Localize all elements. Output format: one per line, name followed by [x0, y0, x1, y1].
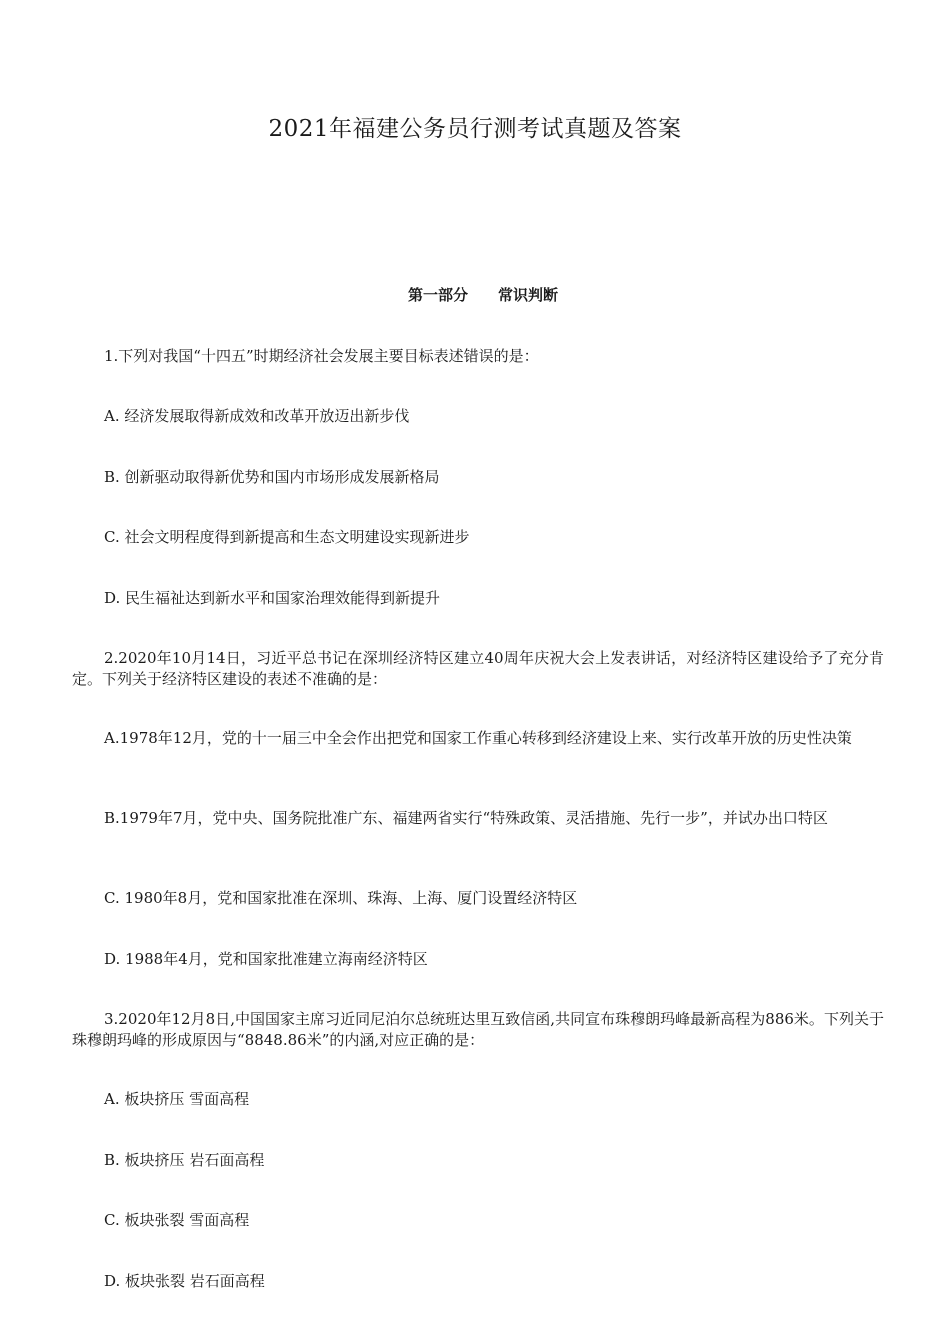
question-1-option-d: D. 民生福祉达到新水平和国家治理效能得到新提升 [104, 589, 441, 607]
question-2-stem: 2.2020年10月14日，习近平总书记在深圳经济特区建立40周年庆祝大会上发表讲话，对经济特区建设给予了充分肯定。下列关于经济特区建设的表述不准确的是： [72, 649, 884, 688]
question-3-option-a: A. 板块挤压 雪面高程 [104, 1090, 250, 1108]
question-1-stem: 1.下列对我国“十四五”时期经济社会发展主要目标表述错误的是： [104, 347, 539, 365]
question-1-option-c: C. 社会文明程度得到新提高和生态文明建设实现新进步 [104, 528, 470, 546]
question-2-option-d: D. 1988年4月，党和国家批准建立海南经济特区 [104, 950, 428, 968]
question-3-option-b: B. 板块挤压 岩石面高程 [104, 1151, 265, 1169]
question-1-option-a: A. 经济发展取得新成效和改革开放迈出新步伐 [104, 407, 410, 425]
question-2-option-c: C. 1980年8月，党和国家批准在深圳、珠海、上海、厦门设置经济特区 [104, 889, 578, 907]
document-title: 2021年福建公务员行测考试真题及答案 [268, 116, 682, 142]
question-3-option-c: C. 板块张裂 雪面高程 [104, 1211, 250, 1229]
question-3-option-d: D. 板块张裂 岩石面高程 [104, 1272, 265, 1290]
question-3-stem: 3.2020年12月8日,中国国家主席习近同尼泊尔总统班达里互致信函,共同宣布珠穆朗玛峰最新高程为886米。下列关于珠穆朗玛峰的形成原因与“8848.86米”的内涵,对应正确的是： [72, 1010, 884, 1049]
question-1-option-b: B. 创新驱动取得新优势和国内市场形成发展新格局 [104, 468, 440, 486]
question-2-option-a: A.1978年12月，党的十一届三中全会作出把党和国家工作重心转移到经济建设上来、实行改革开放的历史性决策 [104, 729, 852, 747]
question-2-option-b: B.1979年7月，党中央、国务院批准广东、福建两省实行“特殊政策、灵活措施、先行一步”，并试办出口特区 [104, 809, 828, 827]
section-heading: 第一部分 常识判断 [407, 286, 558, 304]
